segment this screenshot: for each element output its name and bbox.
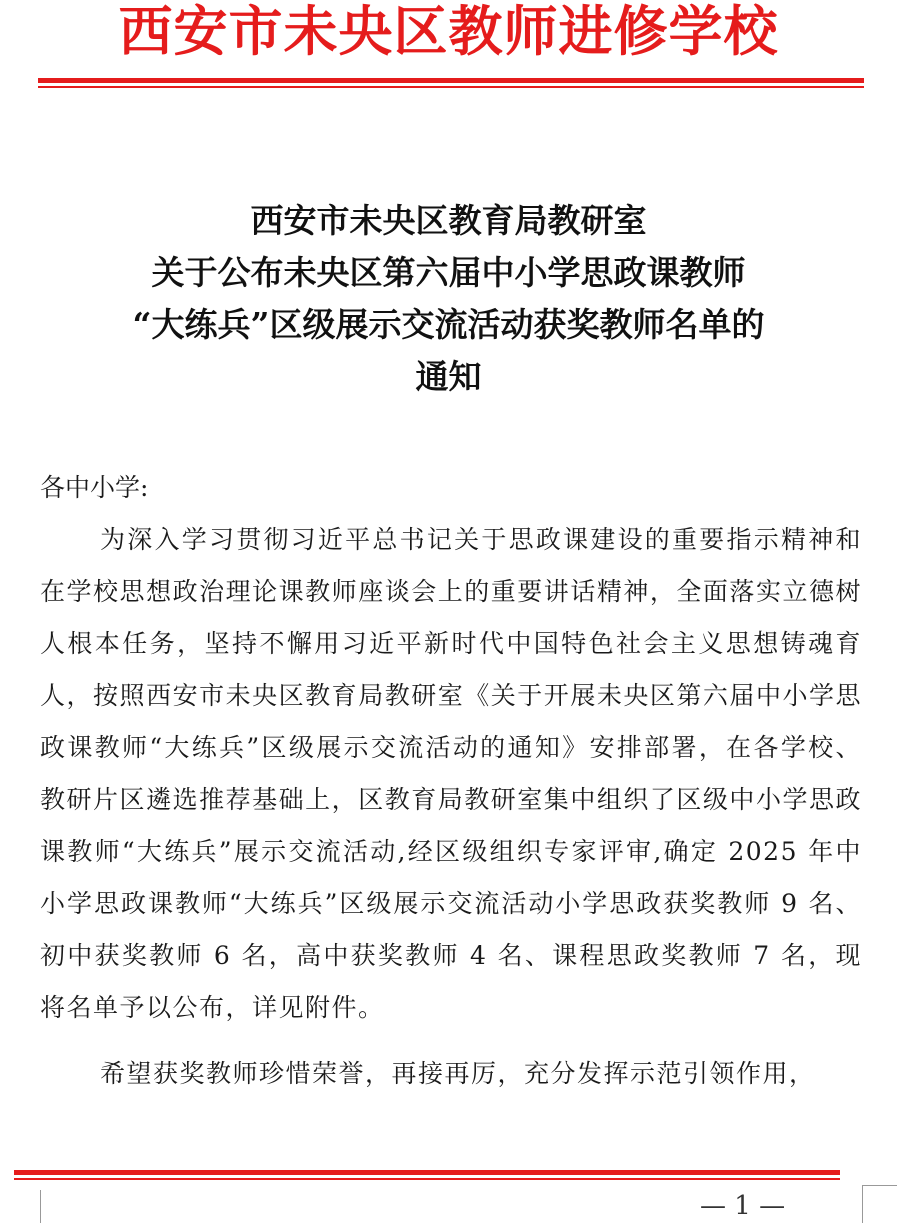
body-paragraph-2: 希望获奖教师珍惜荣誉，再接再厉，充分发挥示范引领作用， [100,1059,816,1088]
document-body [40,462,862,1100]
title-line-1: 西安市未央区教育局教研室 [250,201,647,240]
title-line-3: “大练兵”区级展示交流活动获奖教师名单的 [132,305,765,344]
footer-red-rule-thin [14,1178,840,1180]
footer-red-rule-thick [14,1170,840,1175]
body-paragraph-1: 为深入学习贯彻习近平总书记关于思政课建设的重要指示精神和在学校思想政治理论课教师座谈会上的重要讲话精神，全面落实立德树人根本任务，坚持不懈用习近平新时代中国特色社会主义思想铸魂育人，按照西安市未央区教育局教研室《关于开展未央区第六届中小学思政课教师“大练兵”区级展示交流活动的通知》安排部署，在各学校、教研片区遴选推荐基础上，区教育局教研室集中组织了区级中小学思政课教师“大练兵”展示交流活动,经区级组织专家评审,确定 2025 年中小学思政课教师“大练兵”区级展示交流活动小学思政获奖教师 9 名、初中获奖教师 6 名，高中获奖教师 4 名、课程思政奖教师 7 名，现将名单予以公布，详见附件。 [40,525,862,1022]
salutation: 各中小学: [40,473,149,502]
letterhead-red-rule-thin [38,86,864,88]
document-title [30,195,867,403]
title-line-2: 关于公布未央区第六届中小学思政课教师 [151,253,746,292]
title-line-4: 通知 [415,357,482,396]
letterhead-red-rule-thick [38,78,864,83]
page-edge-left [40,1190,41,1223]
page-edge-right-top [862,1185,897,1186]
letterhead-title: 西安市未央区教师进修学校 [118,0,779,62]
page-number: — 1 — [700,1191,786,1221]
